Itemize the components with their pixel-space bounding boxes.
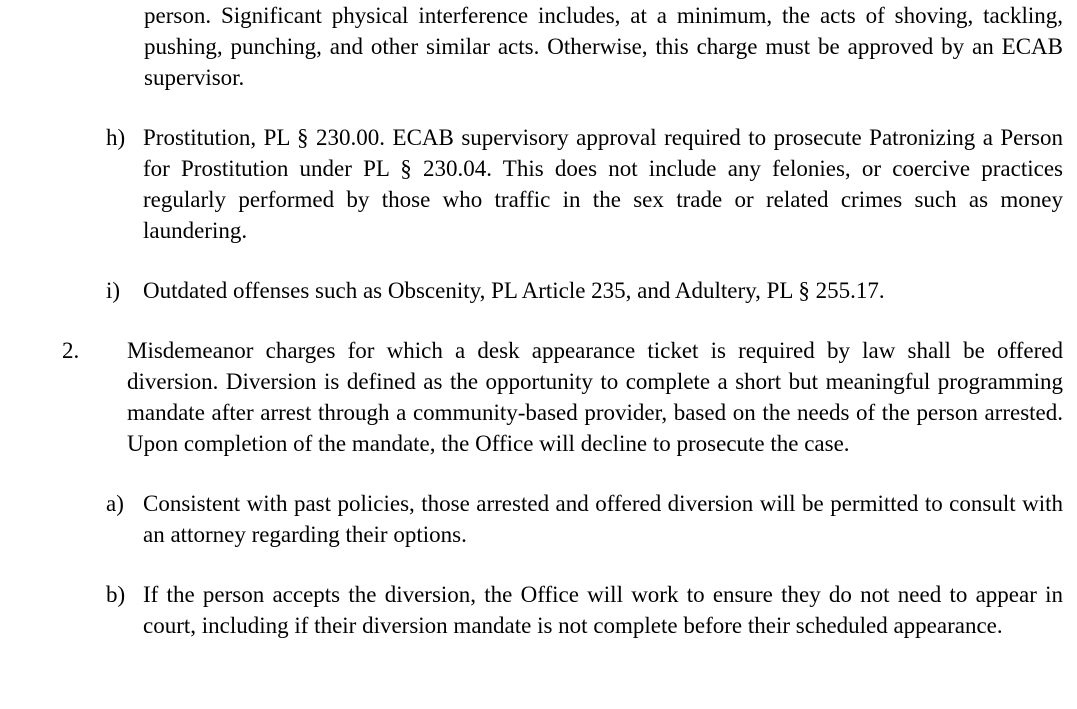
list-item-i-text: Outdated offenses such as Obscenity, PL Article 235, and Adultery, PL § 255.17. bbox=[143, 278, 885, 303]
list-item-h-text: Prostitution, PL § 230.00. ECAB supervisory approval required to prosecute Patronizing a Person for Prostitution under PL § 230.04. This does not include any felonies, or coercive practices regularly performed by those who traffic in the sex trade or related crimes such as money laundering. bbox=[143, 125, 1063, 243]
list-item-b-label: b) bbox=[106, 582, 126, 607]
list-item-h bbox=[106, 122, 1063, 246]
list-item-2 bbox=[62, 335, 1063, 459]
continuation-paragraph: person. Significant physical interference includes, at a minimum, the acts of shoving, tackling, pushing, punching, and other similar acts. Otherwise, this charge must be approved by an ECAB supervisor. bbox=[144, 3, 1063, 90]
list-item-a-text: Consistent with past policies, those arrested and offered diversion will be permitted to consult with an attorney regarding their options. bbox=[143, 491, 1063, 547]
list-item-b bbox=[106, 579, 1063, 641]
list-item-i bbox=[106, 275, 1063, 306]
list-item-a bbox=[106, 488, 1063, 550]
list-item-2-text: Misdemeanor charges for which a desk appearance ticket is required by law shall be offered diversion. Diversion is defined as the opportunity to complete a short but meaningful programming mandate after arrest through a community-based provider, based on the needs of the person arrested. Upon completion of the mandate, the Office will decline to prosecute the case. bbox=[127, 338, 1063, 456]
list-item-b-text: If the person accepts the diversion, the Office will work to ensure they do not need to appear in court, including if their diversion mandate is not complete before their scheduled appearance. bbox=[143, 582, 1063, 638]
list-item-h-label: h) bbox=[106, 125, 126, 150]
list-item-2-label: 2. bbox=[62, 338, 80, 363]
list-item-i-label: i) bbox=[106, 278, 121, 303]
list-item-a-label: a) bbox=[106, 491, 124, 516]
